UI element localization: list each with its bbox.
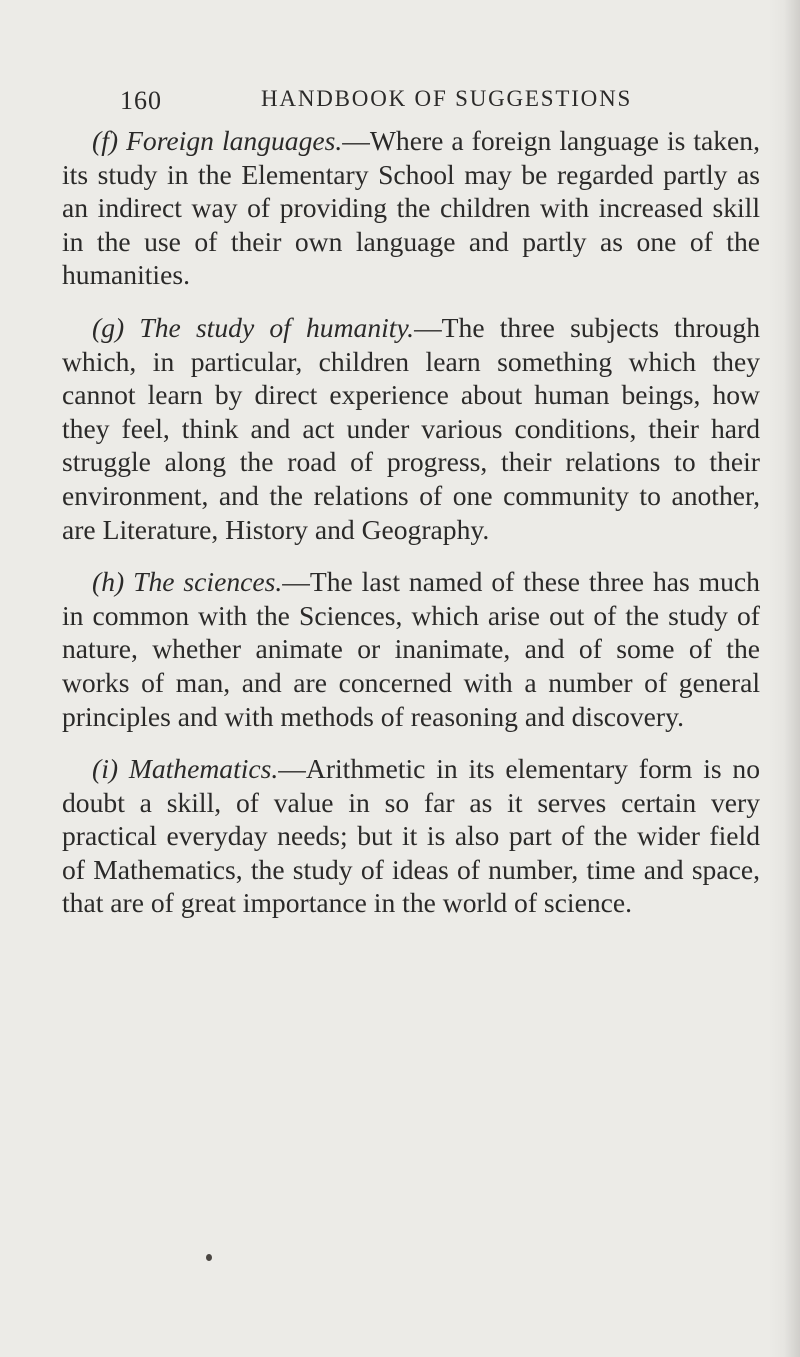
paragraph-title: The study of humanity.: [139, 311, 415, 343]
page-number: 160: [120, 86, 162, 115]
paragraph-foreign-languages: [62, 124, 760, 292]
paragraph-title: Foreign languages.: [126, 125, 343, 156]
paragraph-mathematics: [62, 752, 760, 920]
body-text: [62, 124, 760, 939]
paragraph-sciences: [62, 565, 760, 733]
running-head-title: HANDBOOK OF SUGGESTIONS: [261, 86, 633, 111]
running-head: [120, 86, 633, 120]
paragraph-text: —Where a foreign language is taken, its study in the Elementary School may be regarded partly as an indirect way of providing the children with increased skill in the use of their own language and partly as one of the humanities.: [62, 125, 761, 291]
paragraph-title: Mathematics.: [128, 753, 279, 785]
paragraph-text: —Arithmetic in its elementary form is no doubt a skill, of value in so far as it serves certain very practical everyday needs; but it is also part of the wider field of Mathematics, the study of ideas of number, time and space, that are of great importance in the world of science.: [62, 753, 760, 919]
paragraph-label: (h): [92, 566, 125, 598]
page-edge-shadow: [784, 0, 800, 1357]
paragraph-study-of-humanity: [62, 311, 760, 546]
paragraph-text: —The last named of these three has much in common with the Sciences, which arise out of the study of nature, whether animate or inanimate, and of some of the works of man, and are concerned with a number of general principles and with methods of reasoning and discovery.: [62, 566, 760, 732]
paragraph-label: (f): [92, 125, 119, 156]
ink-speck: [206, 1254, 212, 1261]
paragraph-label: (g): [92, 311, 125, 343]
paragraph-text: —The three subjects through which, in particular, children learn something which they cannot learn by direct experience about human beings, how they feel, think and act under various conditions, their hard struggle along the road of progress, their relations to their environment, and the relations of one community to another, are Literature, History and Geography.: [62, 311, 760, 545]
paragraph-label: (i): [92, 753, 119, 785]
paragraph-title: The sciences.: [133, 566, 283, 598]
